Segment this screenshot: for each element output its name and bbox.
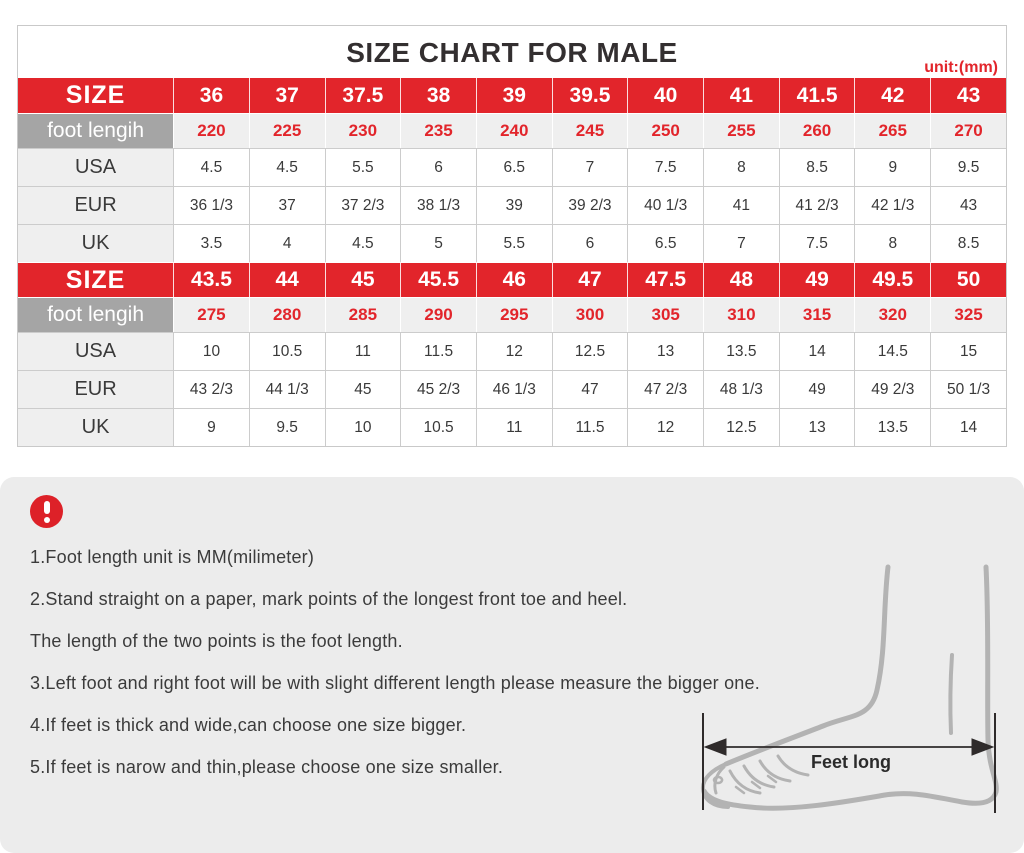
table-cell: 240 — [476, 113, 552, 148]
table-cell: 305 — [627, 297, 703, 332]
row-label: SIZE — [18, 262, 173, 297]
table-cell: 43 2/3 — [173, 370, 249, 408]
table-row-usa — [18, 332, 1006, 370]
table-cell: 8.5 — [930, 224, 1006, 262]
size-chart-table — [18, 78, 1006, 446]
table-row-eur — [18, 370, 1006, 408]
table-row-size — [18, 262, 1006, 297]
table-cell: 47.5 — [627, 262, 703, 297]
table-row-foot-lengih — [18, 113, 1006, 148]
feet-long-label: Feet long — [811, 752, 891, 772]
table-cell: 44 — [249, 262, 325, 297]
table-cell: 49 2/3 — [854, 370, 930, 408]
table-cell: 235 — [400, 113, 476, 148]
table-row-size — [18, 78, 1006, 113]
row-label: UK — [18, 408, 173, 446]
row-label: EUR — [18, 370, 173, 408]
table-cell: 42 1/3 — [854, 186, 930, 224]
table-cell: 39 2/3 — [552, 186, 628, 224]
table-cell: 285 — [325, 297, 401, 332]
note-line: The length of the two points is the foot length. — [30, 631, 403, 651]
table-cell: 280 — [249, 297, 325, 332]
exclamation-dot — [44, 517, 50, 523]
table-cell: 11.5 — [552, 408, 628, 446]
table-cell: 47 — [552, 262, 628, 297]
table-cell: 14.5 — [854, 332, 930, 370]
table-cell: 45 — [325, 262, 401, 297]
table-cell: 225 — [249, 113, 325, 148]
table-cell: 11 — [476, 408, 552, 446]
table-cell: 9.5 — [249, 408, 325, 446]
table-cell: 265 — [854, 113, 930, 148]
table-cell: 11.5 — [400, 332, 476, 370]
notes-panel — [0, 477, 1024, 853]
table-cell: 43 — [930, 186, 1006, 224]
table-cell: 6.5 — [476, 148, 552, 186]
table-cell: 13 — [627, 332, 703, 370]
note-line: 3.Left foot and right foot will be with slight different length please measure the bigger one. — [30, 673, 760, 693]
table-cell: 49 — [779, 262, 855, 297]
table-cell: 37.5 — [325, 78, 401, 113]
table-cell: 9 — [854, 148, 930, 186]
table-row-uk — [18, 408, 1006, 446]
table-cell: 7.5 — [779, 224, 855, 262]
table-cell: 45 — [325, 370, 401, 408]
table-cell: 245 — [552, 113, 628, 148]
row-label: UK — [18, 224, 173, 262]
table-cell: 46 1/3 — [476, 370, 552, 408]
table-cell: 270 — [930, 113, 1006, 148]
table-cell: 7 — [703, 224, 779, 262]
table-cell: 7 — [552, 148, 628, 186]
table-cell: 42 — [854, 78, 930, 113]
table-row-eur — [18, 186, 1006, 224]
table-cell: 40 — [627, 78, 703, 113]
note-line: 1.Foot length unit is MM(milimeter) — [30, 547, 315, 567]
table-cell: 9 — [173, 408, 249, 446]
title-bar — [18, 26, 1006, 78]
note-line: 5.If feet is narow and thin,please choose one size smaller. — [30, 757, 504, 777]
table-cell: 49.5 — [854, 262, 930, 297]
table-cell: 6 — [552, 224, 628, 262]
foot-outline-illustration — [690, 555, 1012, 821]
row-label: foot lengih — [18, 297, 173, 332]
exclamation-bar — [44, 501, 50, 514]
table-row-usa — [18, 148, 1006, 186]
table-cell: 41 — [703, 186, 779, 224]
table-cell: 220 — [173, 113, 249, 148]
table-cell: 10.5 — [249, 332, 325, 370]
table-cell: 300 — [552, 297, 628, 332]
table-row-foot-lengih — [18, 297, 1006, 332]
table-cell: 43 — [930, 78, 1006, 113]
table-cell: 6 — [400, 148, 476, 186]
table-cell: 4.5 — [249, 148, 325, 186]
table-cell: 260 — [779, 113, 855, 148]
table-cell: 44 1/3 — [249, 370, 325, 408]
exclamation-circle-icon — [30, 495, 63, 528]
foot-measurement-diagram — [690, 555, 1012, 821]
table-cell: 39 — [476, 78, 552, 113]
table-cell: 325 — [930, 297, 1006, 332]
table-cell: 36 1/3 — [173, 186, 249, 224]
table-cell: 12 — [476, 332, 552, 370]
table-cell: 41 — [703, 78, 779, 113]
table-cell: 45.5 — [400, 262, 476, 297]
table-cell: 13 — [779, 408, 855, 446]
table-cell: 13.5 — [703, 332, 779, 370]
table-cell: 8.5 — [779, 148, 855, 186]
table-cell: 50 — [930, 262, 1006, 297]
table-cell: 45 2/3 — [400, 370, 476, 408]
unit-label: unit:(mm) — [924, 59, 998, 76]
table-cell: 49 — [779, 370, 855, 408]
table-cell: 295 — [476, 297, 552, 332]
table-cell: 39.5 — [552, 78, 628, 113]
table-cell: 13.5 — [854, 408, 930, 446]
table-cell: 36 — [173, 78, 249, 113]
row-label: USA — [18, 148, 173, 186]
table-cell: 310 — [703, 297, 779, 332]
table-cell: 3.5 — [173, 224, 249, 262]
table-cell: 48 — [703, 262, 779, 297]
table-cell: 6.5 — [627, 224, 703, 262]
row-label: foot lengih — [18, 113, 173, 148]
table-cell: 5.5 — [325, 148, 401, 186]
row-label: USA — [18, 332, 173, 370]
table-cell: 10 — [173, 332, 249, 370]
table-cell: 46 — [476, 262, 552, 297]
table-cell: 41.5 — [779, 78, 855, 113]
table-row-uk — [18, 224, 1006, 262]
table-cell: 4.5 — [325, 224, 401, 262]
table-cell: 37 2/3 — [325, 186, 401, 224]
table-cell: 48 1/3 — [703, 370, 779, 408]
table-cell: 50 1/3 — [930, 370, 1006, 408]
table-cell: 9.5 — [930, 148, 1006, 186]
table-cell: 40 1/3 — [627, 186, 703, 224]
table-cell: 14 — [930, 408, 1006, 446]
table-cell: 12.5 — [703, 408, 779, 446]
table-cell: 250 — [627, 113, 703, 148]
table-cell: 12 — [627, 408, 703, 446]
table-cell: 4 — [249, 224, 325, 262]
note-line: 4.If feet is thick and wide,can choose one size bigger. — [30, 715, 467, 735]
table-cell: 315 — [779, 297, 855, 332]
table-cell: 41 2/3 — [779, 186, 855, 224]
table-cell: 47 2/3 — [627, 370, 703, 408]
table-cell: 8 — [854, 224, 930, 262]
row-label: SIZE — [18, 78, 173, 113]
table-cell: 47 — [552, 370, 628, 408]
table-cell: 14 — [779, 332, 855, 370]
page-title: SIZE CHART FOR MALE — [346, 37, 678, 68]
table-cell: 230 — [325, 113, 401, 148]
table-cell: 38 1/3 — [400, 186, 476, 224]
size-chart-container — [17, 25, 1007, 447]
table-cell: 290 — [400, 297, 476, 332]
table-cell: 320 — [854, 297, 930, 332]
table-cell: 7.5 — [627, 148, 703, 186]
table-cell: 5 — [400, 224, 476, 262]
table-cell: 39 — [476, 186, 552, 224]
table-cell: 10.5 — [400, 408, 476, 446]
table-cell: 11 — [325, 332, 401, 370]
table-cell: 5.5 — [476, 224, 552, 262]
table-cell: 4.5 — [173, 148, 249, 186]
table-cell: 255 — [703, 113, 779, 148]
note-line: 2.Stand straight on a paper, mark points of the longest front toe and heel. — [30, 589, 628, 609]
table-cell: 43.5 — [173, 262, 249, 297]
row-label: EUR — [18, 186, 173, 224]
table-cell: 38 — [400, 78, 476, 113]
table-cell: 37 — [249, 186, 325, 224]
table-cell: 8 — [703, 148, 779, 186]
table-cell: 10 — [325, 408, 401, 446]
table-cell: 12.5 — [552, 332, 628, 370]
table-cell: 37 — [249, 78, 325, 113]
table-cell: 275 — [173, 297, 249, 332]
table-cell: 15 — [930, 332, 1006, 370]
